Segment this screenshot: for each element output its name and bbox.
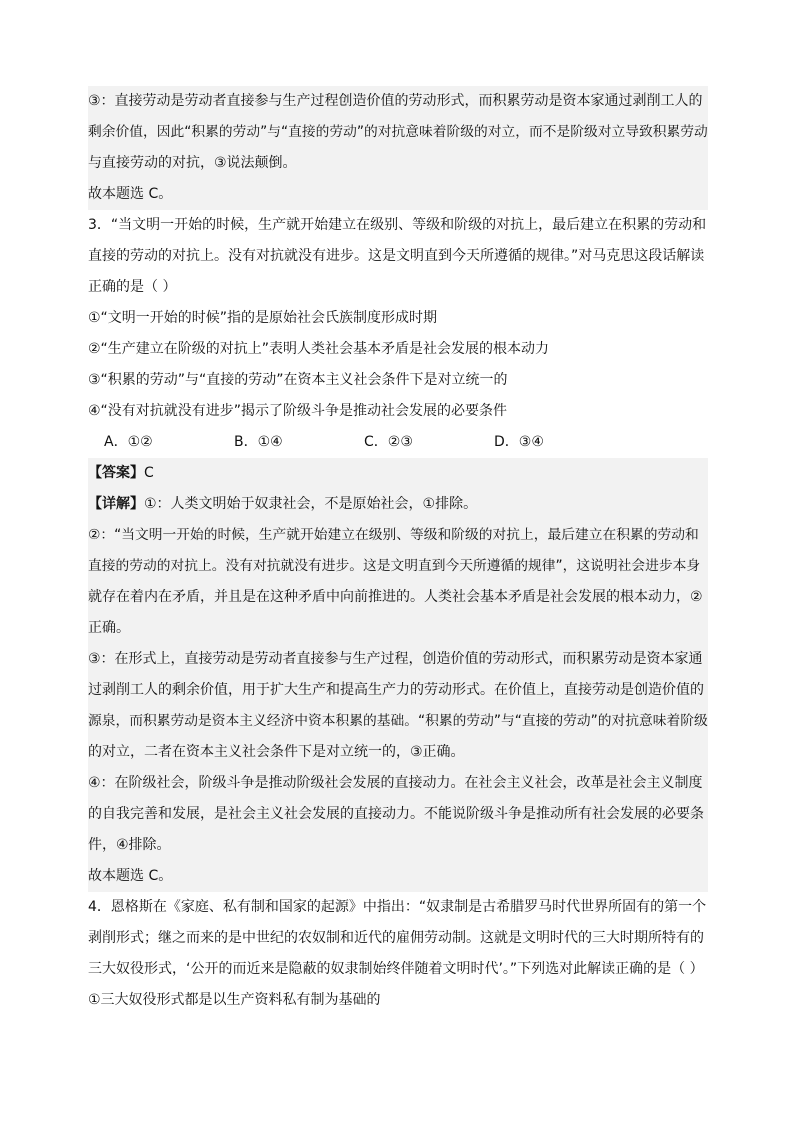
detail-text: ①：人类文明始于奴隶社会，不是原始社会，①排除。 <box>144 496 478 512</box>
option-d: D．③④ <box>494 434 544 450</box>
text-line: 剩余价值，因此“积累的劳动”与“直接的劳动”的对抗意味着阶级的对立，而不是阶级对立导致积累劳动 <box>88 124 708 140</box>
question-4 <box>88 892 708 1016</box>
detail-line: 源泉，而积累劳动是资本主义经济中资本积累的基础。“积累的劳动”与“直接的劳动”的对抗意味着阶级 <box>88 713 708 729</box>
detail-line: 件，④排除。 <box>88 837 171 853</box>
detail-line: 直接的劳动的对抗上。没有对抗就没有进步。这是文明直到今天所遵循的规律”，这说明社会进步本身 <box>88 558 701 574</box>
question-stem-line: 正确的是（ ） <box>88 279 177 295</box>
explanation-q2-tail <box>88 86 708 210</box>
question-stem-line: 4．恩格斯在《家庭、私有制和国家的起源》中指出：“奴隶制是古希腊罗马时代世界所固有的第一个 <box>88 899 707 915</box>
statement-1: ①三大奴役形式都是以生产资料私有制为基础的 <box>88 992 381 1008</box>
question-stem-line: 直接的劳动的对抗上。没有对抗就没有进步。这是文明直到今天所遵循的规律。”对马克思这段话解读 <box>88 248 705 264</box>
text-line: 与直接劳动的对抗，③说法颠倒。 <box>88 155 297 171</box>
detail-line: 故本题选 C。 <box>88 868 173 884</box>
question-stem-line: 剥削形式；继之而来的是中世纪的农奴制和近代的雇佣劳动制。这就是文明时代的三大时期所特有的 <box>88 930 704 946</box>
detail-line: 的对立，二者在资本主义社会条件下是对立统一的，③正确。 <box>88 744 465 760</box>
option-b: B．①④ <box>234 434 283 450</box>
answer-label: 【答案】 <box>88 465 144 481</box>
statement-2: ②“生产建立在阶级的对抗上”表明人类社会基本矛盾是社会发展的根本动力 <box>88 341 550 357</box>
detail-line: 就存在着内在矛盾，并且是在这种矛盾中向前推进的。人类社会基本矛盾是社会发展的根本动力，② <box>88 589 703 605</box>
statement-3: ③“积累的劳动”与“直接的劳动”在资本主义社会条件下是对立统一的 <box>88 372 508 388</box>
text-line: 故本题选 C。 <box>88 186 173 202</box>
page-content <box>88 86 708 1016</box>
option-c: C．②③ <box>364 434 413 450</box>
question-3 <box>88 210 708 458</box>
detail-line: ③：在形式上，直接劳动是劳动者直接参与生产过程，创造价值的劳动形式，而积累劳动是资本家通 <box>88 651 703 667</box>
detail-label: 【详解】 <box>88 496 144 512</box>
detail-line: 的自我完善和发展，是社会主义社会发展的直接动力。不能说阶级斗争是推动所有社会发展的必要条 <box>88 806 704 822</box>
detail-line: 过剥削工人的剩余价值，用于扩大生产和提高生产力的劳动形式。在价值上，直接劳动是创造价值的 <box>88 682 704 698</box>
statement-4: ④“没有对抗就没有进步”揭示了阶级斗争是推动社会发展的必要条件 <box>88 403 508 419</box>
detail-line <box>88 489 708 520</box>
answer-value: C <box>144 465 154 481</box>
text-line: ③：直接劳动是劳动者直接参与生产过程创造价值的劳动形式，而积累劳动是资本家通过剥削工人的 <box>88 93 703 109</box>
answer-line <box>88 458 708 489</box>
question-stem-line: 三大奴役形式，‘公开的而近来是隐蔽的奴隶制始终伴随着文明时代’。”下列选对此解读正确的是（ ） <box>88 961 704 977</box>
detail-line: 正确。 <box>88 620 130 636</box>
statement-1: ①“文明一开始的时候”指的是原始社会氏族制度形成时期 <box>88 310 438 326</box>
option-a: A．①② <box>104 434 153 450</box>
answer-explanation-q3 <box>88 458 708 892</box>
detail-line: ④：在阶级社会，阶级斗争是推动阶级社会发展的直接动力。在社会主义社会，改革是社会主义制度 <box>88 775 703 791</box>
question-stem-line: 3．“当文明一开始的时候，生产就开始建立在级别、等级和阶级的对抗上，最后建立在积累的劳动和 <box>88 217 707 233</box>
answer-options <box>88 427 708 458</box>
detail-line: ②：“当文明一开始的时候，生产就开始建立在级别、等级和阶级的对抗上，最后建立在积累的劳动和 <box>88 527 699 543</box>
